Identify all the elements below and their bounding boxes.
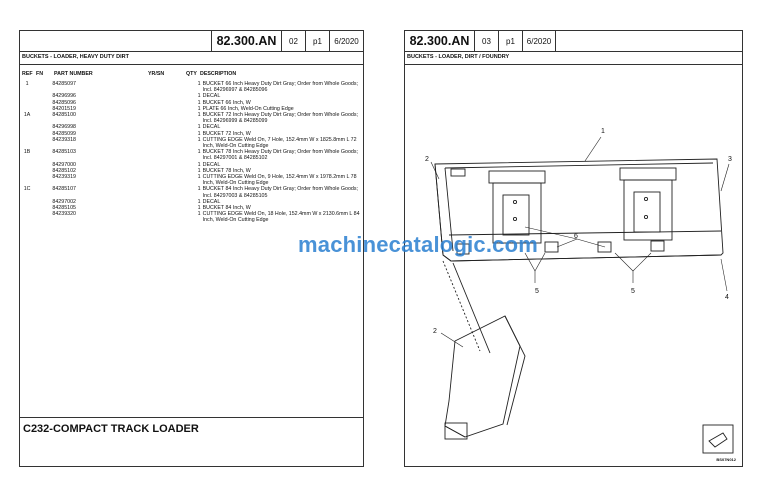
callout-5: 5 bbox=[631, 288, 635, 295]
part-number-cell: 84297002 bbox=[52, 198, 76, 205]
qty-cell: 1 bbox=[197, 99, 201, 106]
col-fn: FN bbox=[36, 71, 44, 77]
page-header bbox=[211, 31, 363, 51]
description-cell: BUCKET 66 Inch, W bbox=[202, 99, 251, 106]
ref-cell: 1A bbox=[23, 112, 31, 119]
ref-cell: 1 bbox=[25, 81, 29, 87]
decal-mark bbox=[451, 169, 465, 176]
part-number-cell: 84285099 bbox=[52, 130, 76, 137]
callout-2: 2 bbox=[425, 156, 429, 163]
part-number-cell: 84239318 bbox=[52, 136, 76, 143]
description-cell: CUTTING EDGE Weld On, 18 Hole, 152.4mm W x 2130.6mm L 84 Inch, Weld-On Cutting Edge bbox=[202, 211, 360, 224]
image-id: BS07N012 bbox=[716, 457, 736, 462]
table-row bbox=[20, 149, 365, 161]
part-number-cell: 84296996 bbox=[52, 93, 76, 100]
section-title: BUCKETS - LOADER, DIRT / FOUNDRY bbox=[407, 54, 510, 60]
fn-cell bbox=[34, 149, 48, 161]
callout-4: 4 bbox=[725, 294, 729, 301]
part-number-cell: 84285097 bbox=[52, 81, 76, 87]
fn-cell bbox=[34, 81, 48, 93]
revision: 03 bbox=[475, 31, 499, 51]
qty-cell: 1 bbox=[197, 161, 201, 168]
qty-cell: 1 bbox=[197, 136, 201, 143]
fn-cell bbox=[34, 137, 48, 149]
description-cell: BUCKET 72 Inch, W bbox=[202, 130, 251, 137]
section-title: BUCKETS - LOADER, HEAVY DUTY DIRT bbox=[22, 54, 129, 60]
qty-cell: 1 bbox=[197, 186, 201, 193]
section-code: 82.300.AN bbox=[212, 31, 282, 51]
revision-date: 6/2020 bbox=[334, 36, 359, 46]
description-cell: BUCKET 84 Inch, W bbox=[202, 205, 251, 212]
edge-block bbox=[545, 242, 558, 252]
page-number: p1 bbox=[499, 31, 523, 51]
qty-cell: 1 bbox=[197, 112, 201, 119]
description-cell: DECAL bbox=[202, 124, 221, 131]
callout-6: 6 bbox=[574, 233, 578, 240]
arrow-icon bbox=[703, 425, 733, 453]
qty-cell: 1 bbox=[197, 149, 201, 156]
part-number-cell: 84285102 bbox=[52, 167, 76, 174]
fn-cell bbox=[34, 174, 48, 186]
col-part-number: PART NUMBER bbox=[54, 71, 93, 77]
fn-cell bbox=[34, 112, 48, 124]
qty-cell: 1 bbox=[197, 205, 201, 212]
qty-cell: 1 bbox=[197, 211, 201, 218]
col-yr-sn: YR/SN bbox=[148, 71, 165, 77]
callout-2: 2 bbox=[433, 328, 437, 335]
bucket-diagram bbox=[405, 71, 742, 466]
part-number-cell: 84285107 bbox=[52, 186, 76, 193]
divider bbox=[405, 51, 742, 52]
divider bbox=[20, 417, 363, 418]
divider bbox=[405, 64, 742, 65]
part-number-cell: 84285096 bbox=[52, 99, 76, 106]
mount-bracket-right bbox=[620, 168, 676, 180]
page-header bbox=[405, 31, 556, 51]
part-number-cell: 84239320 bbox=[52, 211, 76, 218]
fn-cell bbox=[34, 211, 48, 223]
revision: 02 bbox=[282, 31, 306, 51]
description-cell: PLATE 66 Inch, Weld-On Cutting Edge bbox=[202, 105, 294, 112]
callout-5: 5 bbox=[535, 288, 539, 295]
part-number-cell: 84239319 bbox=[52, 174, 76, 181]
part-number-cell: 84285100 bbox=[52, 112, 76, 119]
fn-cell bbox=[34, 186, 48, 198]
table-row bbox=[20, 186, 365, 198]
col-qty: QTY bbox=[186, 71, 197, 77]
ref-cell: 1B bbox=[23, 149, 31, 156]
part-number-cell: 84201519 bbox=[52, 105, 76, 112]
table-row bbox=[20, 112, 365, 124]
description-cell: BUCKET 84 Inch Heavy Duty Dirt Gray; Order from Whole Goods; Incl. 84297003 & 84285105 bbox=[202, 186, 358, 199]
callout-3: 3 bbox=[728, 156, 732, 163]
qty-cell: 1 bbox=[197, 174, 201, 181]
part-number-cell: 84285105 bbox=[52, 205, 76, 212]
revision-date: 6/2020 bbox=[523, 31, 556, 51]
ref-cell bbox=[20, 137, 34, 149]
watermark: machinecatalogic.com bbox=[298, 232, 538, 257]
part-number-cell: 84285103 bbox=[52, 149, 76, 156]
mount-bracket-left bbox=[489, 171, 545, 183]
ref-cell bbox=[20, 211, 34, 223]
part-number-cell: 84296998 bbox=[52, 124, 76, 131]
table-row bbox=[20, 174, 365, 186]
qty-cell: 1 bbox=[197, 105, 201, 112]
description-cell: BUCKET 78 Inch Heavy Duty Dirt Gray; Order from Whole Goods; Incl. 84297001 & 84285102 bbox=[202, 149, 358, 162]
qty-cell: 1 bbox=[197, 198, 201, 205]
qty-cell: 1 bbox=[197, 93, 201, 100]
qty-cell: 1 bbox=[197, 167, 201, 174]
qty-cell: 1 bbox=[197, 130, 201, 137]
table-row bbox=[20, 211, 365, 223]
model-title: C232-COMPACT TRACK LOADER bbox=[23, 423, 199, 435]
description-cell: CUTTING EDGE Weld On, 9 Hole, 152.4mm W x 1978.2mm L 78 Inch, Weld-On Cutting Edge bbox=[202, 174, 357, 187]
description-cell: DECAL bbox=[202, 198, 221, 205]
description-cell: CUTTING EDGE Weld On, 7 Hole, 152.4mm W x 1825.8mm L 72 Inch, Weld-On Cutting Edge bbox=[202, 136, 357, 150]
ref-cell bbox=[20, 174, 34, 186]
description-cell: BUCKET 78 Inch, W bbox=[202, 167, 251, 174]
section-code: 82.300.AN bbox=[405, 31, 475, 51]
edge-block bbox=[651, 241, 664, 251]
col-description: DESCRIPTION bbox=[200, 71, 237, 77]
col-ref: REF bbox=[22, 71, 33, 77]
description-cell: DECAL bbox=[202, 93, 221, 100]
parts-table bbox=[20, 81, 365, 224]
divider bbox=[20, 51, 363, 52]
ref-cell: 1C bbox=[23, 186, 31, 193]
qty-cell: 1 bbox=[197, 124, 201, 131]
table-row bbox=[20, 137, 365, 149]
description-cell: DECAL bbox=[202, 161, 221, 168]
divider bbox=[20, 64, 363, 65]
table-row bbox=[20, 81, 365, 93]
callout-1: 1 bbox=[601, 128, 605, 135]
description-cell: BUCKET 66 Inch Heavy Duty Dirt Gray; Order from Whole Goods; Incl. 84296997 & 84285096 bbox=[202, 81, 358, 94]
description-cell: BUCKET 72 Inch Heavy Duty Dirt Gray; Order from Whole Goods; Incl. 84296999 & 84285099 bbox=[202, 112, 358, 125]
qty-cell: 1 bbox=[197, 81, 201, 87]
part-number-cell: 84297000 bbox=[52, 161, 76, 168]
page-number: p1 bbox=[306, 31, 330, 51]
